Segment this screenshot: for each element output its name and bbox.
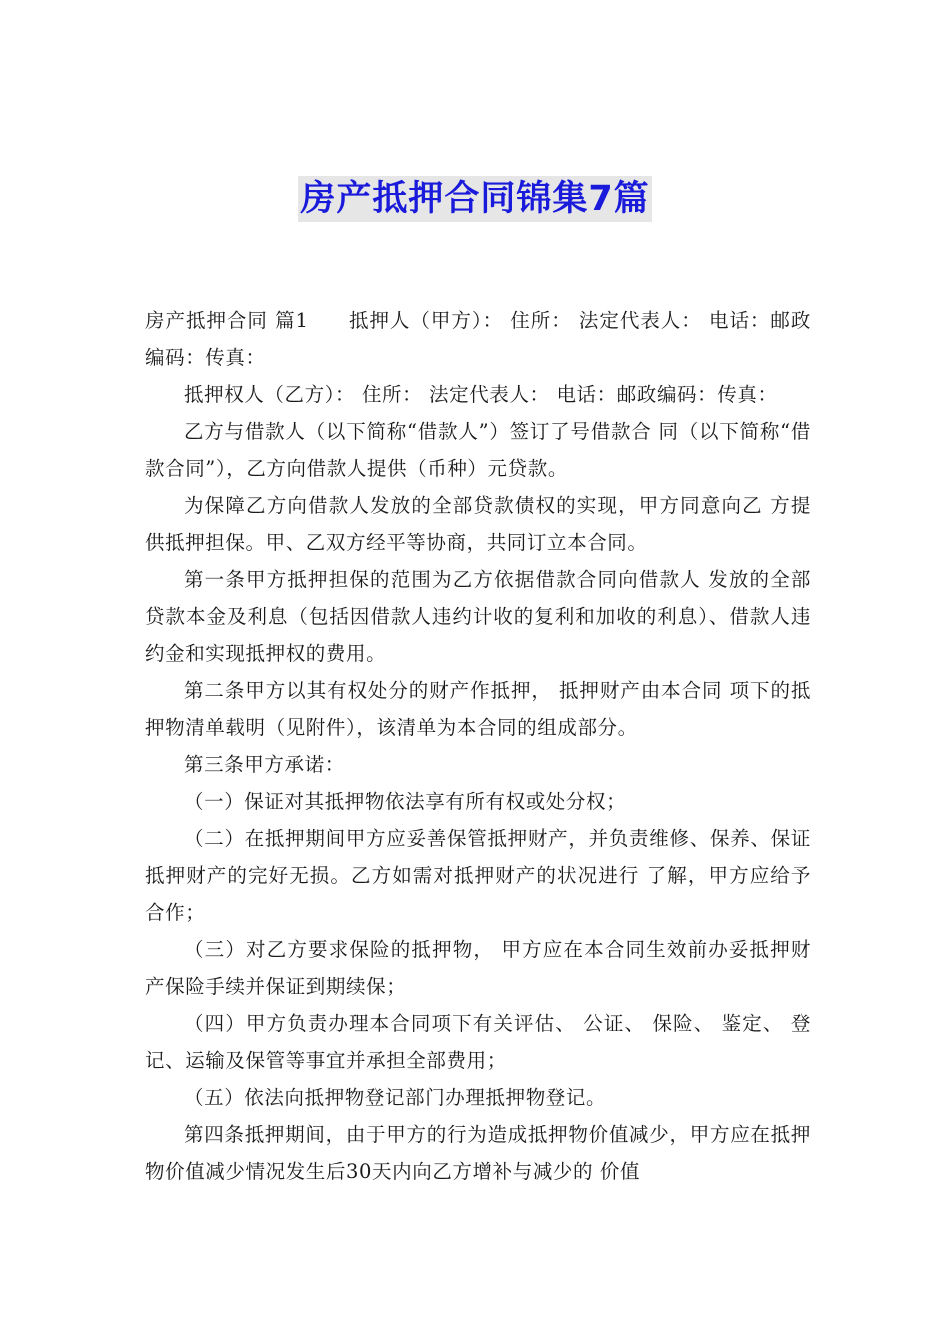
paragraph-6: 第二条甲方以其有权处分的财产作抵押， 抵押财产由本合同 项下的抵押物清单载明（见附件），该清单为本合同的组成部分。: [145, 679, 811, 739]
section-heading: 房产抵押合同 篇1: [145, 309, 309, 332]
paragraph-5: 第一条甲方抵押担保的范围为乙方依据借款合同向借款人 发放的全部贷款本金及利息（包括因借款人违约计收的复利和加收的利息）、借款人违约金和实现抵押权的费用。: [145, 568, 811, 665]
paragraph-12: （五）依法向抵押物登记部门办理抵押物登记。: [184, 1086, 607, 1109]
title-container: [0, 176, 950, 222]
paragraph-8: （一）保证对其抵押物依法享有所有权或处分权；: [184, 790, 627, 813]
document-title: 房产抵押合同锦集7篇: [298, 176, 651, 222]
paragraph-7: 第三条甲方承诺：: [184, 753, 345, 776]
paragraph-1-text: 抵押人（甲方）： 住所： 法定代表人： 电话：邮政编码：传真：: [145, 309, 811, 369]
paragraph-9: （二）在抵押期间甲方应妥善保管抵押财产，并负责维修、保养、保证抵押财产的完好无损。乙方如需对抵押财产的状况进行 了解，甲方应给予合作；: [145, 827, 811, 924]
paragraph-13: 第四条抵押期间，由于甲方的行为造成抵押物价值减少，甲方应在抵押物价值减少情况发生后30天内向乙方增补与减少的 价值: [145, 1123, 811, 1183]
paragraph-4: 为保障乙方向借款人发放的全部贷款债权的实现，甲方同意向乙 方提供抵押担保。甲、乙双方经平等协商，共同订立本合同。: [145, 494, 811, 554]
document-body: [145, 302, 811, 1190]
paragraph-2: 抵押权人（乙方）： 住所： 法定代表人： 电话：邮政编码：传真：: [184, 383, 778, 406]
paragraph-10: （三）对乙方要求保险的抵押物， 甲方应在本合同生效前办妥抵押财产保险手续并保证到期续保；: [145, 938, 811, 998]
paragraph-1: [145, 302, 811, 376]
paragraph-3: 乙方与借款人（以下简称“借款人”）签订了号借款合 同（以下简称“借款合同”），乙方向借款人提供（币种）元贷款。: [145, 420, 811, 480]
paragraph-11: （四）甲方负责办理本合同项下有关评估、 公证、 保险、 鉴定、 登记、运输及保管等事宜并承担全部费用；: [145, 1012, 811, 1072]
